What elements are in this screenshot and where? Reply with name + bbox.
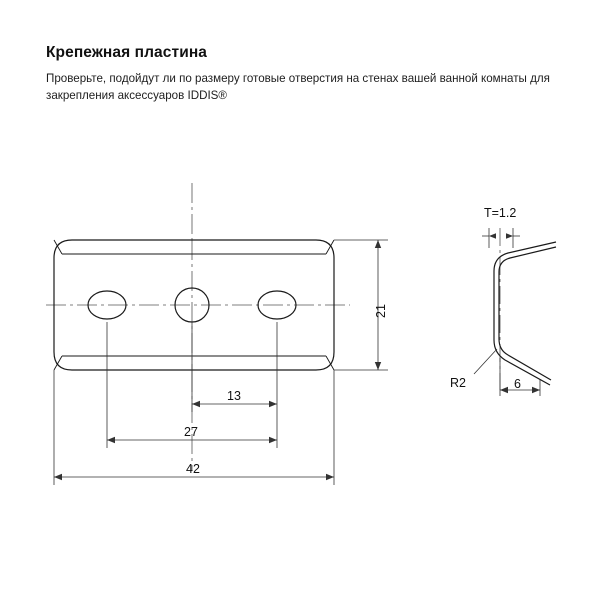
dimension-label-depth: 6 (514, 377, 521, 391)
dimension-label-13: 13 (227, 389, 241, 403)
page-title: Крепежная пластина (46, 44, 208, 61)
dimension-label-27: 27 (184, 425, 198, 439)
dimension-label-42: 42 (186, 462, 200, 476)
dimension-label-radius: R2 (450, 376, 466, 390)
center-lines (46, 183, 350, 470)
page-description-line2: для закрепления аксессуаров IDDIS® (46, 72, 550, 102)
thickness-leader (482, 228, 520, 248)
dimension-label-thickness: T=1.2 (484, 206, 517, 220)
dimension-lines (54, 240, 388, 485)
side-profile-inner (499, 247, 556, 380)
side-profile-outer (494, 242, 556, 385)
radius-leader (474, 349, 497, 374)
side-view-group (474, 228, 556, 396)
dimension-label-height: 21 (374, 304, 388, 318)
page-description-line1: Проверьте, подойдут ли по размеру готовые отверстия на стенах вашей ванной комнаты (46, 72, 527, 85)
